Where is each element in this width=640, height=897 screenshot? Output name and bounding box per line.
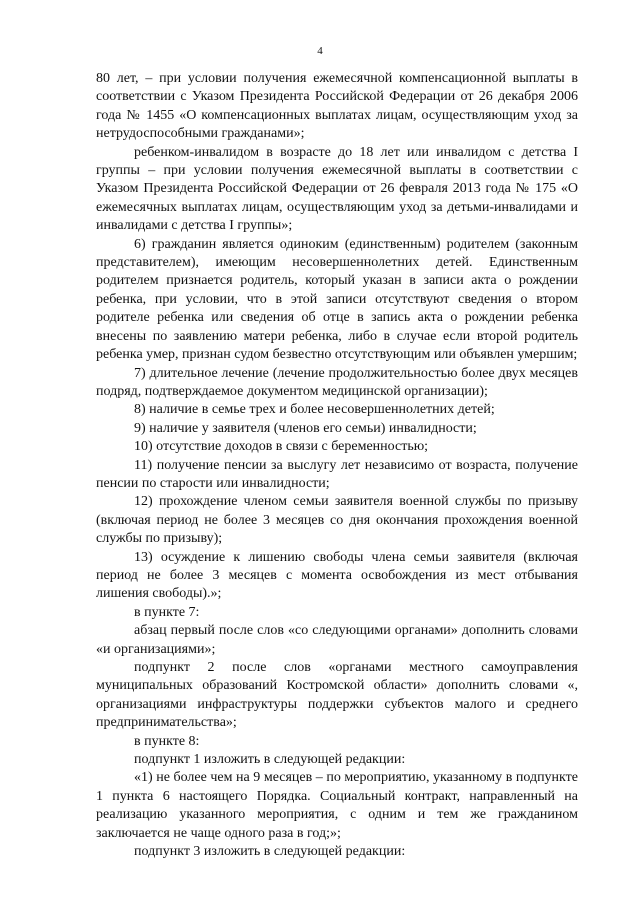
paragraph: подпункт 1 изложить в следующей редакции: [134,752,406,768]
paragraph: в пункте 8: [134,733,200,749]
paragraph: 8) наличие в семье трех и более несовершеннолетних детей; [134,402,495,418]
paragraph: 12) прохождение членом семьи заявителя военной службы по призыву (включая период не более 3 месяцев со дня окончания прохождения военной службы по призыву); [96,494,578,547]
paragraph: в пункте 7: [134,604,200,620]
document-body [96,70,578,861]
paragraph: 11) получение пенсии за выслугу лет независимо от возраста, получение пенсии по старости или инвалидности; [96,457,578,491]
paragraph: подпункт 2 после слов «органами местного самоуправления муниципальных образований Костромской области» дополнить словами «, организациями инфраструктуры поддержки субъектов малого и среднего предпринимательства»; [96,660,578,731]
paragraph: абзац первый после слов «со следующими органами» дополнить словами «и организациями»; [96,623,578,657]
paragraph: 80 лет, – при условии получения ежемесячной компенсационной выплаты в соответствии с Указом Президента Российской Федерации от 26 декабря 2006 года № 1455 «О компенсационных выплатах лицам, осуществляющим уход за нетрудоспособными гражданами»; [96,71,578,142]
paragraph: 13) осуждение к лишению свободы члена семьи заявителя (включая период не более 3 месяцев с момента освобождения из мест отбывания лишения свободы).»; [96,549,578,602]
page-number: 4 [317,45,323,57]
paragraph: 9) наличие у заявителя (членов его семьи) инвалидности; [134,420,477,436]
paragraph: 6) гражданин является одиноким (единственным) родителем (законным представителем), имеющим несовершеннолетних детей. Единственным родителем признается родитель, который указан в записи акта о рождении ребенка, при условии, что в этой записи отсутствуют сведения о втором родителе ребенка или сведения об отце в запись акта о рождении ребенка внесены по заявлению матери ребенка, либо в случае если второй родитель ребенка умер, признан судом безвестно отсутствующим или объявлен умершим; [96,236,578,363]
paragraph: подпункт 3 изложить в следующей редакции: [134,844,406,860]
paragraph: ребенком-инвалидом в возрасте до 18 лет или инвалидом с детства I группы – при условии получения ежемесячной выплаты в соответствии с Указом Президента Российской Федерации от 26 февраля 2013 года № 175 «О ежемесячных выплатах лицам, осуществляющим уход за детьми-инвалидами и инвалидами с детства I группы»; [96,144,578,234]
paragraph: 7) длительное лечение (лечение продолжительностью более двух месяцев подряд, подтверждаемое документом медицинской организации); [96,365,578,399]
paragraph: 10) отсутствие доходов в связи с беременностью; [134,439,429,455]
paragraph: «1) не более чем на 9 месяцев – по мероприятию, указанному в подпункте 1 пункта 6 настоящего Порядка. Социальный контракт, направленный на реализацию указанного мероприятия, с одним и тем же гражданином заключается не чаще одного раза в год;»; [96,770,578,841]
